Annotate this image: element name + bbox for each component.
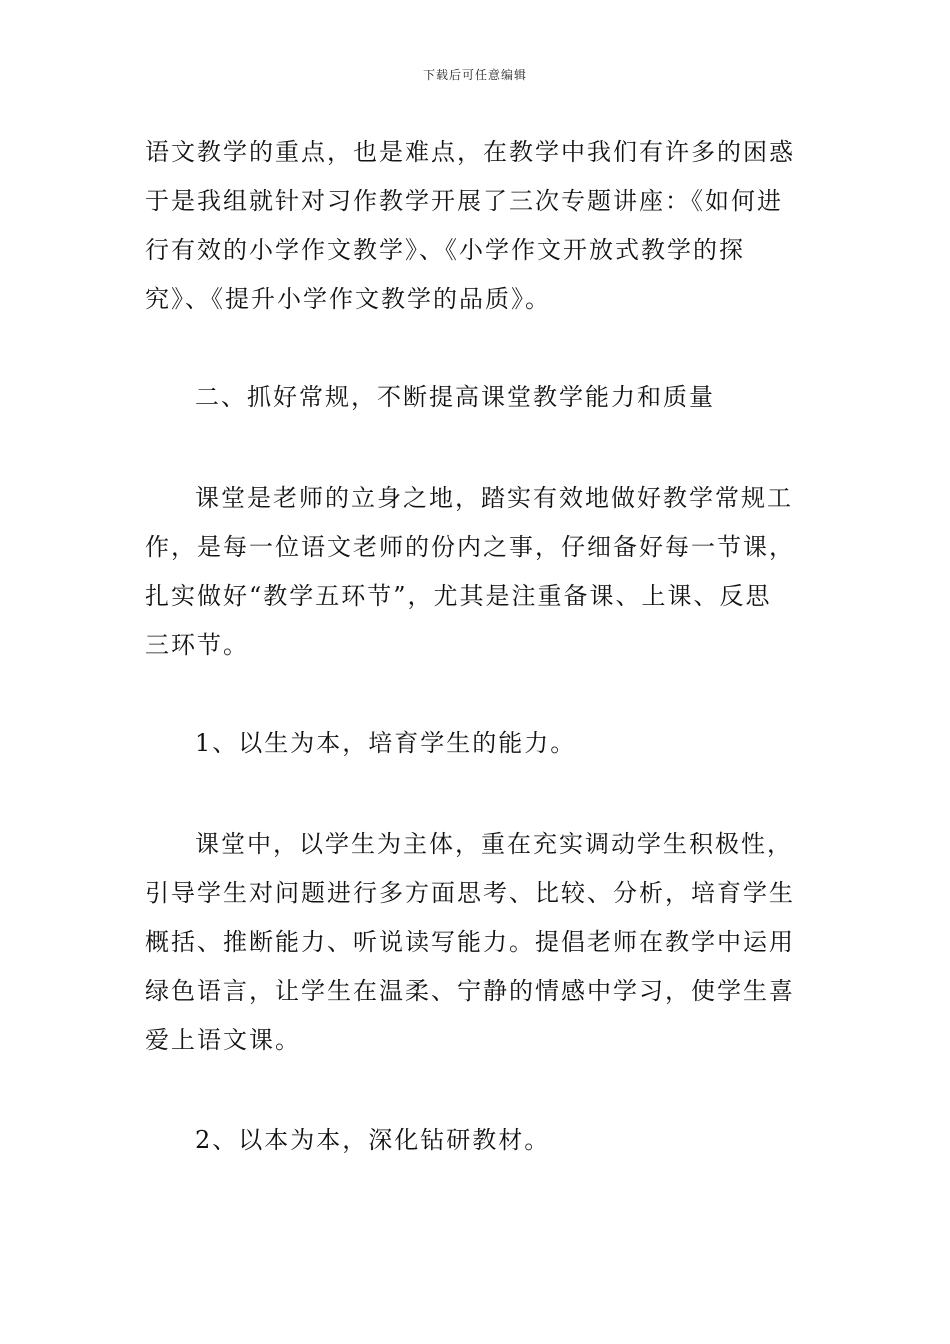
subheading-student-centered (145, 719, 809, 768)
subheading-textbook-study (145, 1116, 809, 1165)
paragraph-line: 行有效的小学作文教学》、《小学作文开放式教学的探 (145, 236, 745, 264)
paragraph-line: 作，是每一位语文老师的份内之事，仔细备好每一节课， (145, 533, 795, 561)
subheading-text: 2、以本为本，深化钻研教材。 (195, 1126, 551, 1154)
section-heading-two (145, 373, 809, 422)
paragraph-line: 扎实做好“教学五环节”，尤其是注重备课、上课、反思 (145, 582, 772, 610)
subheading-text: 1、以生为本，培育学生的能力。 (195, 729, 577, 757)
paragraph-writing-lectures (145, 128, 809, 324)
paragraph-classroom-routine (145, 474, 809, 670)
section-heading-text: 二、抓好常规，不断提高课堂教学能力和质量 (195, 383, 715, 411)
paragraph-line: 绿色语言，让学生在温柔、宁静的情感中学习，使学生喜 (145, 977, 795, 1005)
paragraph-line: 课堂中，以学生为主体，重在充实调动学生积极性， (195, 830, 793, 858)
paragraph-line: 三环节。 (145, 631, 249, 659)
paragraph-line: 语文教学的重点，也是难点，在教学中我们有许多的困惑 (145, 138, 795, 166)
header-note: 下载后可任意编辑 (422, 68, 527, 82)
paragraph-line: 究》、《提升小学作文教学的品质》。 (145, 285, 551, 313)
paragraph-line: 引导学生对问题进行多方面思考、比较、分析，培育学生 (145, 879, 795, 907)
paragraph-line: 于是我组就针对习作教学开展了三次专题讲座：《如何进 (145, 187, 783, 215)
paragraph-line: 概括、推断能力、听说读写能力。提倡老师在教学中运用 (145, 928, 795, 956)
paragraph-line: 课堂是老师的立身之地，踏实有效地做好教学常规工 (195, 484, 793, 512)
paragraph-student-ability (145, 820, 809, 1065)
paragraph-line: 爱上语文课。 (145, 1026, 301, 1054)
